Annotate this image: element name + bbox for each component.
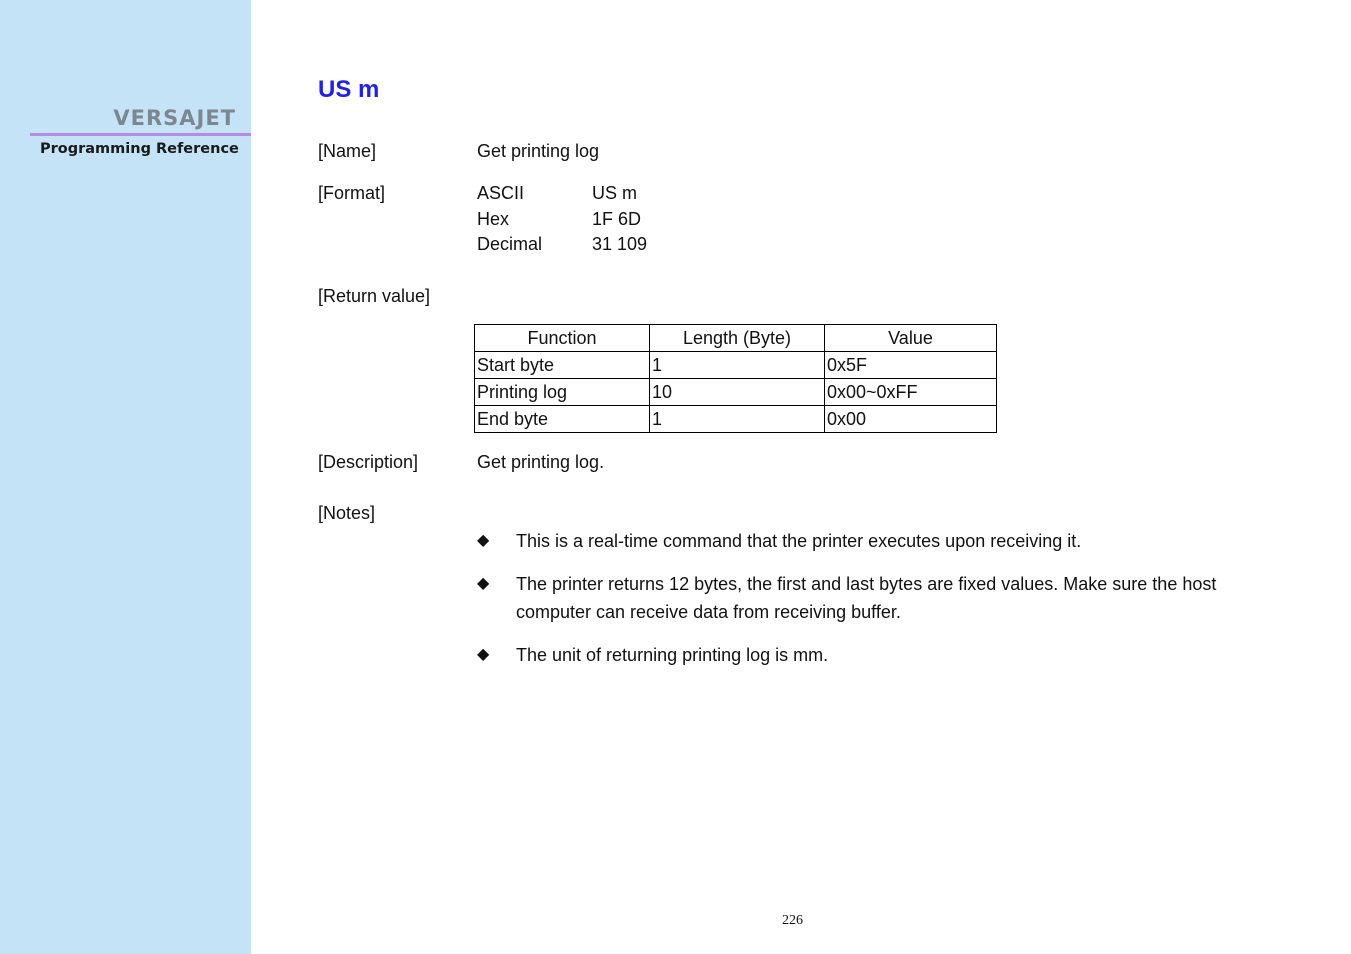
note-text: The unit of returning printing log is mm. xyxy=(516,645,829,665)
table-cell: 0x00~0xFF xyxy=(825,379,997,406)
table-cell: 1 xyxy=(650,352,825,379)
note-text: This is a real-time command that the printer executes upon receiving it. xyxy=(516,531,1082,551)
page-number: 226 xyxy=(782,913,803,928)
list-item xyxy=(477,527,1277,555)
name-label: [Name] xyxy=(318,141,377,161)
format-type-hex: Hex xyxy=(477,209,510,229)
brand-divider xyxy=(30,133,251,136)
format-label: [Format] xyxy=(318,183,386,203)
table-cell: End byte xyxy=(475,406,650,433)
table-header-row xyxy=(475,325,997,352)
return-value-table xyxy=(474,324,997,433)
format-value-ascii: US m xyxy=(592,183,637,203)
table-row xyxy=(475,406,997,433)
table-cell: 1 xyxy=(650,406,825,433)
table-cell: Start byte xyxy=(475,352,650,379)
description-label: [Description] xyxy=(318,452,419,472)
table-cell: 0x5F xyxy=(825,352,997,379)
name-value: Get printing log xyxy=(477,141,600,161)
document-subtitle: Programming Reference xyxy=(40,141,239,157)
brand-logo: VERSAJET xyxy=(113,106,236,130)
diamond-bullet-icon: ◆ xyxy=(477,575,490,592)
command-title: US m xyxy=(318,76,380,103)
list-item xyxy=(477,641,1277,669)
notes-list xyxy=(477,527,1277,684)
table-header-cell: Value xyxy=(825,325,997,352)
format-type-ascii: ASCII xyxy=(477,183,525,203)
sidebar xyxy=(0,0,251,954)
table-header-cell: Function xyxy=(475,325,650,352)
table-cell: Printing log xyxy=(475,379,650,406)
table-cell: 10 xyxy=(650,379,825,406)
table-header-cell: Length (Byte) xyxy=(650,325,825,352)
notes-label: [Notes] xyxy=(318,503,376,523)
format-value-hex: 1F 6D xyxy=(592,209,642,229)
description-value: Get printing log. xyxy=(477,452,605,472)
diamond-bullet-icon: ◆ xyxy=(477,646,490,663)
table-cell: 0x00 xyxy=(825,406,997,433)
format-type-decimal: Decimal xyxy=(477,234,543,254)
list-item xyxy=(477,570,1277,626)
table-row xyxy=(475,352,997,379)
table-row xyxy=(475,379,997,406)
return-value-label: [Return value] xyxy=(318,286,431,306)
format-value-decimal: 31 109 xyxy=(592,234,648,254)
diamond-bullet-icon: ◆ xyxy=(477,532,490,549)
note-text: The printer returns 12 bytes, the first and last bytes are fixed values. Make sure the host computer can receive data from receiving buffer. xyxy=(516,574,1217,622)
